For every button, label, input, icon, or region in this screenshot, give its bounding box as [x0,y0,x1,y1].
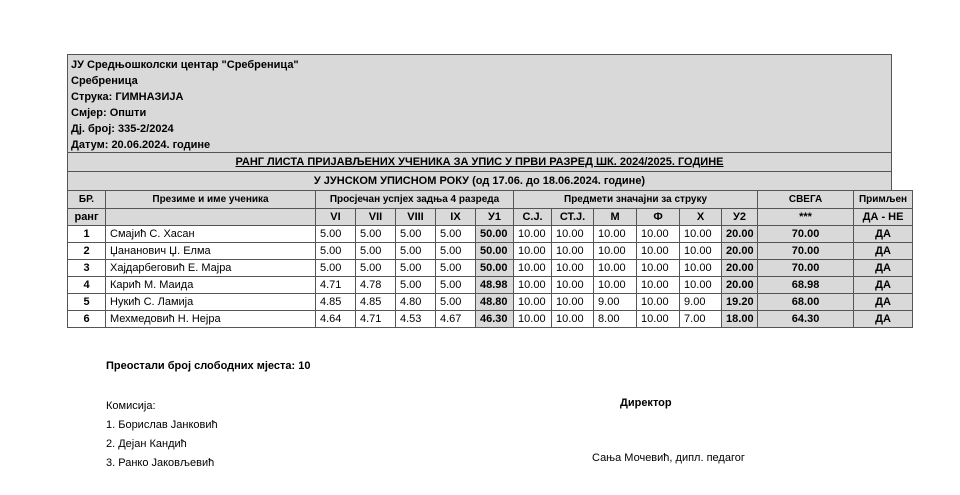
col-total-sub: *** [758,209,854,226]
header-block [67,54,892,152]
cell-u1: 46.30 [476,311,514,328]
cell-m: 10.00 [594,260,637,277]
cell-vii: 5.00 [356,243,396,260]
cell-sj: 10.00 [514,294,552,311]
col-u1: У1 [476,209,514,226]
cell-h: 9.00 [680,294,722,311]
cell-h: 10.00 [680,260,722,277]
committee-label: Комисија: [106,400,156,412]
cell-u1: 48.80 [476,294,514,311]
ranking-table [67,190,913,328]
cell-total: 70.00 [758,243,854,260]
cell-accepted: ДА [854,226,913,243]
cell-ix: 5.00 [436,226,476,243]
cell-u1: 50.00 [476,243,514,260]
cell-h: 7.00 [680,311,722,328]
cell-total: 70.00 [758,226,854,243]
cell-u2: 20.00 [722,277,758,294]
school-name: ЈУ Средњошколски центар "Сребреница" [71,59,299,71]
cell-vi: 4.64 [316,311,356,328]
cell-ix: 5.00 [436,243,476,260]
col-f: Ф [637,209,680,226]
director-label: Директор [620,397,672,409]
cell-accepted: ДА [854,311,913,328]
cell-u2: 20.00 [722,243,758,260]
cell-m: 10.00 [594,243,637,260]
document [67,54,908,328]
cell-rank: 3 [68,260,106,277]
title-line-2: У ЈУНСКОМ УПИСНОМ РОКУ (од 17.06. до 18.06.2024. године) [67,171,892,190]
cell-rank: 5 [68,294,106,311]
col-rang: ранг [68,209,106,226]
title-line-1: РАНГ ЛИСТА ПРИЈАВЉЕНИХ УЧЕНИКА ЗА УПИС У ПРВИ РАЗРЕД ШК. 2024/2025. ГОДИНЕ [67,152,892,171]
col-vi: VI [316,209,356,226]
cell-sj: 10.00 [514,243,552,260]
cell-rank: 6 [68,311,106,328]
cell-total: 70.00 [758,260,854,277]
cell-accepted: ДА [854,277,913,294]
cell-f: 10.00 [637,294,680,311]
city: Сребреница [71,75,138,87]
cell-vii: 4.85 [356,294,396,311]
cell-vii: 5.00 [356,226,396,243]
cell-accepted: ДА [854,243,913,260]
cell-stj: 10.00 [552,294,594,311]
cell-f: 10.00 [637,260,680,277]
table-row [68,243,913,260]
cell-viii: 4.53 [396,311,436,328]
cell-vi: 4.85 [316,294,356,311]
cell-u2: 18.00 [722,311,758,328]
cell-ix: 5.00 [436,294,476,311]
col-accepted: Примљен [854,191,913,209]
col-subject-group: Предмети значајни за струку [514,191,758,209]
cell-viii: 4.80 [396,294,436,311]
col-br: БР. [68,191,106,209]
col-m: М [594,209,637,226]
cell-f: 10.00 [637,226,680,243]
cell-rank: 1 [68,226,106,243]
committee-member: 1. Борислав Јанковић [106,419,218,431]
cell-ix: 5.00 [436,260,476,277]
cell-vi: 5.00 [316,243,356,260]
col-stj: СТ.Ј. [552,209,594,226]
col-u2: У2 [722,209,758,226]
field: Струка: ГИМНАЗИЈА [71,91,184,103]
table-row [68,226,913,243]
header-row-1 [68,191,913,209]
cell-h: 10.00 [680,243,722,260]
cell-stj: 10.00 [552,260,594,277]
cell-name: Мехмедовић Н. Нејра [106,311,316,328]
col-name-blank [106,209,316,226]
cell-total: 68.98 [758,277,854,294]
cell-u2: 20.00 [722,260,758,277]
cell-u1: 50.00 [476,226,514,243]
cell-accepted: ДА [854,294,913,311]
cell-vi: 4.71 [316,277,356,294]
col-avg-group: Просјечан успјех задња 4 разреда [316,191,514,209]
cell-u1: 50.00 [476,260,514,277]
cell-m: 10.00 [594,277,637,294]
col-vii: VII [356,209,396,226]
cell-viii: 5.00 [396,277,436,294]
cell-vi: 5.00 [316,260,356,277]
cell-viii: 5.00 [396,226,436,243]
cell-viii: 5.00 [396,243,436,260]
col-name: Презиме и име ученика [106,191,316,209]
reference-number: Дј. број: 335-2/2024 [71,123,174,135]
cell-u2: 19.20 [722,294,758,311]
cell-rank: 2 [68,243,106,260]
committee [106,397,218,473]
cell-rank: 4 [68,277,106,294]
cell-sj: 10.00 [514,226,552,243]
cell-total: 64.30 [758,311,854,328]
cell-vii: 5.00 [356,260,396,277]
cell-stj: 10.00 [552,311,594,328]
date: Датум: 20.06.2024. године [71,139,211,151]
cell-ix: 5.00 [436,277,476,294]
cell-stj: 10.00 [552,243,594,260]
cell-stj: 10.00 [552,277,594,294]
cell-ix: 4.67 [436,311,476,328]
cell-h: 10.00 [680,226,722,243]
cell-name: Џананович Џ. Елма [106,243,316,260]
cell-m: 8.00 [594,311,637,328]
director-name: Сања Мочевић, дипл. педагог [592,452,745,464]
cell-sj: 10.00 [514,311,552,328]
cell-u1: 48.98 [476,277,514,294]
cell-f: 10.00 [637,277,680,294]
cell-f: 10.00 [637,311,680,328]
cell-m: 9.00 [594,294,637,311]
cell-u2: 20.00 [722,226,758,243]
table-row [68,260,913,277]
col-total: СВЕГА [758,191,854,209]
table-row [68,294,913,311]
cell-name: Смајић С. Хасан [106,226,316,243]
col-ix: IX [436,209,476,226]
col-h: Х [680,209,722,226]
cell-vii: 4.78 [356,277,396,294]
col-accepted-sub: ДА - НЕ [854,209,913,226]
cell-viii: 5.00 [396,260,436,277]
cell-name: Карић М. Маида [106,277,316,294]
col-viii: VIII [396,209,436,226]
free-places: Преостали број слободних мјеста: 10 [106,360,311,372]
cell-total: 68.00 [758,294,854,311]
cell-vii: 4.71 [356,311,396,328]
cell-name: Нукић С. Ламија [106,294,316,311]
track: Смјер: Општи [71,107,147,119]
committee-member: 2. Дејан Кандић [106,438,187,450]
table-row [68,311,913,328]
cell-name: Хајдарбеговић Е. Мајра [106,260,316,277]
table-row [68,277,913,294]
cell-sj: 10.00 [514,277,552,294]
committee-member: 3. Ранко Јаковљевић [106,457,215,469]
cell-accepted: ДА [854,260,913,277]
header-row-2 [68,209,913,226]
cell-sj: 10.00 [514,260,552,277]
col-sj: С.Ј. [514,209,552,226]
cell-m: 10.00 [594,226,637,243]
cell-h: 10.00 [680,277,722,294]
cell-stj: 10.00 [552,226,594,243]
cell-vi: 5.00 [316,226,356,243]
cell-f: 10.00 [637,243,680,260]
